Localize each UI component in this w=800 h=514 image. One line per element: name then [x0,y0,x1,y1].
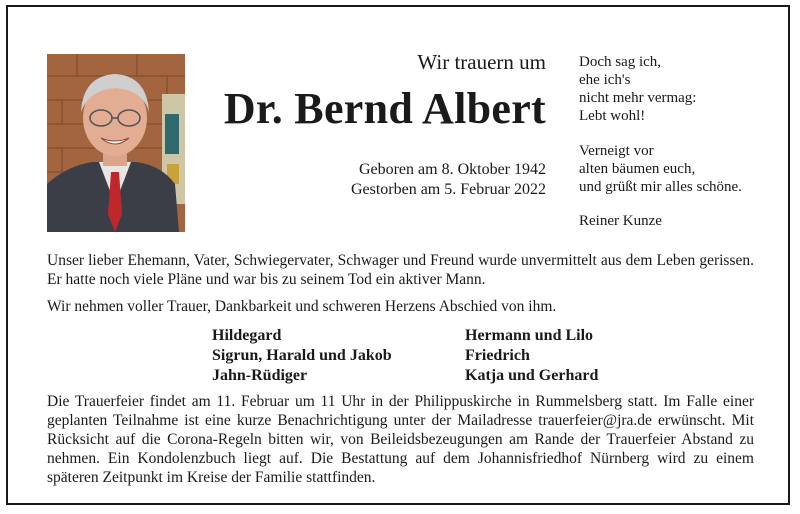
poem-stanza-2 [579,142,789,196]
life-dates [351,160,546,200]
poem-stanza-1 [579,53,789,125]
poem-line: alten bäumen euch, [579,161,696,177]
birth-date: Geboren am 8. Oktober 1942 [358,161,546,178]
poem-line: Verneigt vor [579,143,654,159]
portrait-photo [47,54,185,232]
tribute-paragraph: Unser lieber Ehemann, Vater, Schwiegervater, Schwager und Freund wurde unvermittelt aus dem Leben gerissen. Er hatte noch viele Pläne und war bis zu seinem Tod ein aktiver Mann. [47,252,754,288]
poem-line: Lebt wohl! [579,108,646,124]
death-date: Gestorben am 5. Februar 2022 [350,181,546,198]
poem-line: Doch sag ich, [579,54,662,70]
mourner-name: Sigrun, Harald und Jakob [212,347,392,364]
deceased-name: Dr. Bernd Albert [223,84,546,133]
service-details-paragraph: Die Trauerfeier findet am 11. Februar um 11 Uhr in der Philippuskirche in Rummelsberg statt. Im Falle einer geplanten Teilnahme ist eine kurze Benachrichtigung unter der Mailadresse trauerfeier@jra.de erwünscht. Mit Rücksicht auf die Corona-Regeln bitten wir, von Beileidsbezeugungen am Rande der Trauerfeier Abstand zu nehmen. Ein Kondolenzbuch liegt auf. Die Bestattung auf dem Johannisfriedhof Nürnberg wird zu einem späteren Zeitpunkt im Kreise der Familie stattfinden. [47,393,754,486]
mourners-right [465,326,598,386]
poem-line: und grüßt mir alles schöne. [579,179,742,195]
farewell-paragraph: Wir nehmen voller Trauer, Dankbarkeit und schweren Herzens Abschied von ihm. [47,298,557,315]
mourners-left [212,326,392,386]
mourner-name: Friedrich [465,347,530,364]
poem-author: Reiner Kunze [579,213,662,229]
announcement-header [224,50,546,134]
poem [579,53,789,230]
mourner-name: Katja und Gerhard [465,367,599,384]
mourner-name: Hildegard [212,327,282,344]
mourner-name: Jahn-Rüdiger [212,367,308,384]
poem-line: ehe ich's [579,72,631,88]
mourner-name: Hermann und Lilo [465,327,594,344]
intro-text: Wir trauern um [417,50,546,74]
poem-line: nicht mehr vermag: [579,90,697,106]
portrait-image [47,54,185,232]
